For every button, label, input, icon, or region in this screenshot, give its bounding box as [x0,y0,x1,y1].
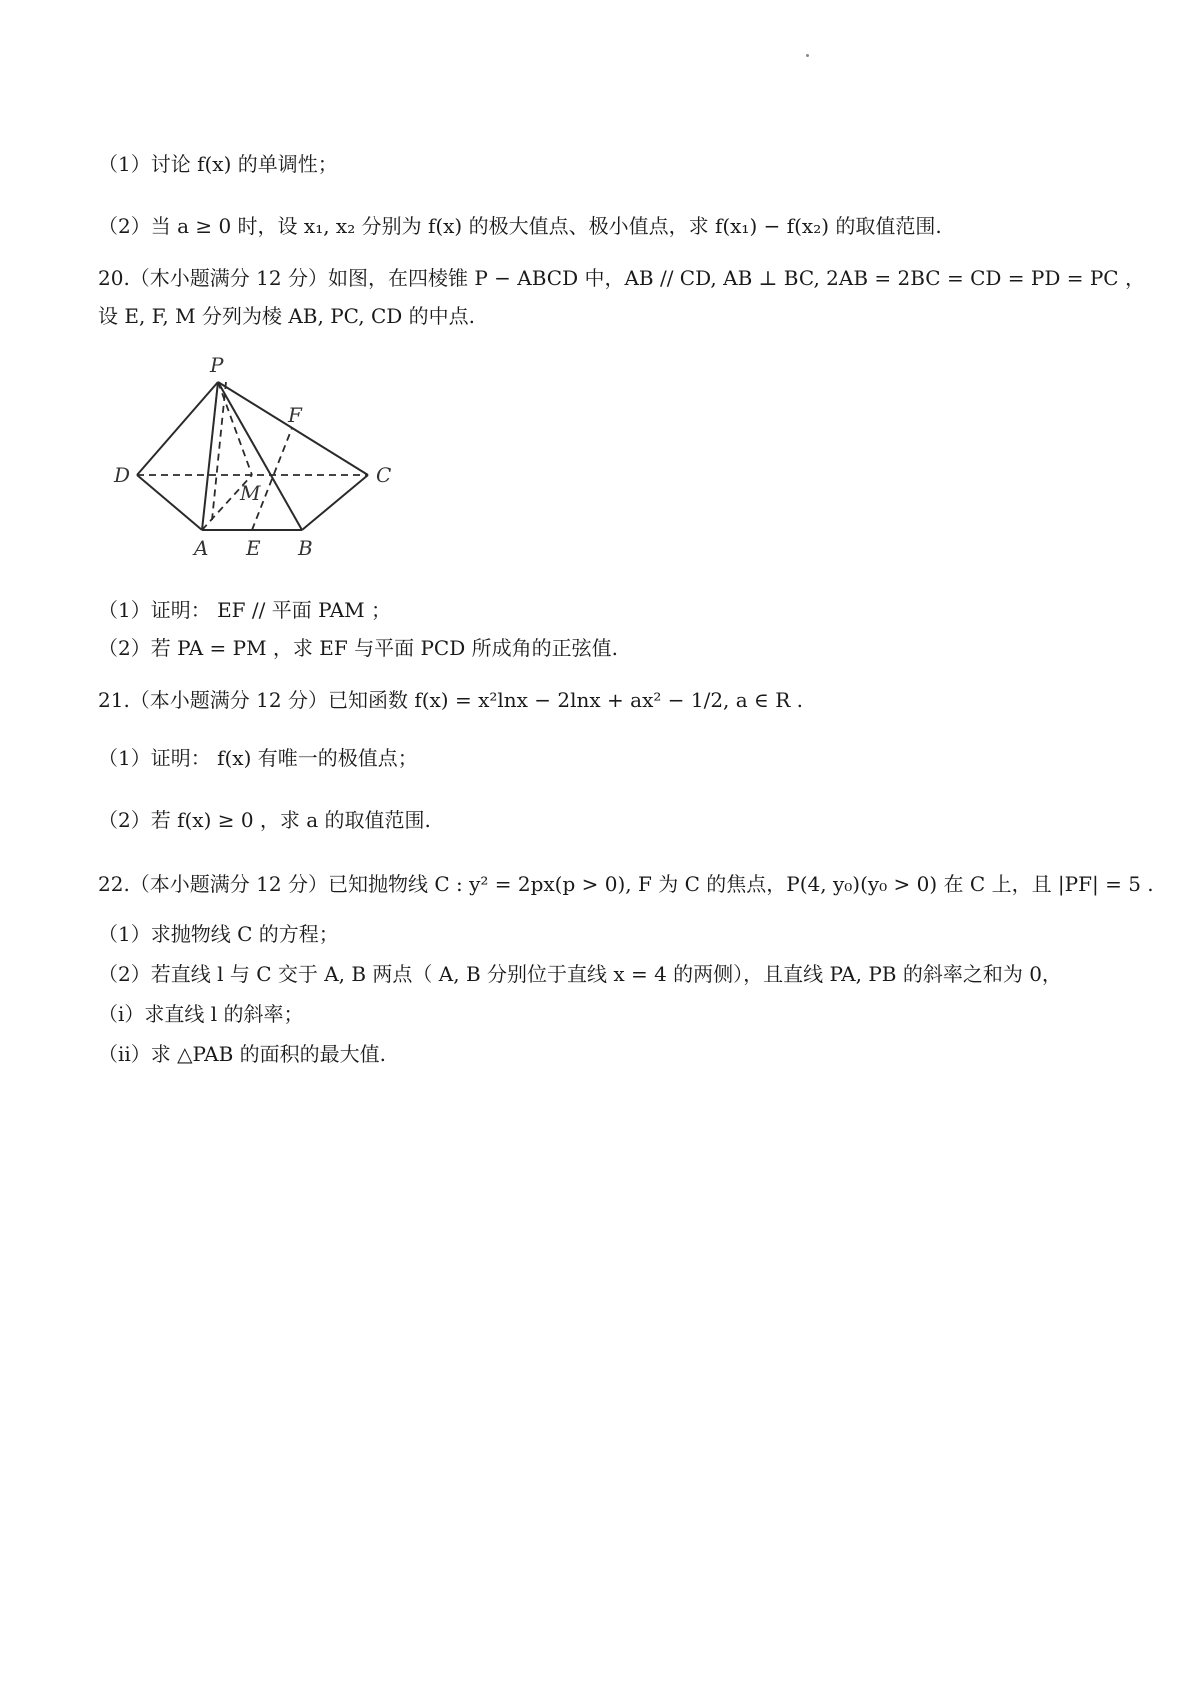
scan-speck [806,54,809,57]
label-F: F [288,403,302,427]
label-E: E [246,536,261,560]
label-D: D [114,463,131,487]
pyramid-figure [112,350,402,560]
q22-stem: 22.（本小题满分 12 分）已知抛物线 C : y² = 2px(p > 0), F 为 C 的焦点，P(4, y₀)(y₀ > 0) 在 C 上，且 |PF| = 5 . [98,872,1154,896]
q20-part2: （2）若 PA = PM ，求 EF 与平面 PCD 所成角的正弦值. [98,636,618,660]
q20-stem-cont: 设 E, F, M 分列为棱 AB, PC, CD 的中点. [98,304,476,328]
q19-part2: （2）当 a ≥ 0 时，设 x₁, x₂ 分别为 f(x) 的极大值点、极小值点，求 f(x₁) − f(x₂) 的取值范围. [98,214,942,238]
q21-part1: （1）证明： f(x) 有唯一的极值点； [98,746,418,770]
label-M: M [240,481,261,505]
label-P: P [210,353,224,377]
q22-part2-i: （ⅰ）求直线 l 的斜率； [98,1002,304,1026]
q19-part1: （1）讨论 f(x) 的单调性； [98,152,338,176]
label-B: B [298,536,313,560]
q20-part1: （1）证明： EF // 平面 PAM ； [98,598,392,622]
label-A: A [194,536,209,560]
q22-part2-ii: （ⅱ）求 △PAB 的面积的最大值. [98,1042,387,1066]
q22-part1: （1）求抛物线 C 的方程； [98,922,339,946]
q21-part2: （2）若 f(x) ≥ 0 ，求 a 的取值范围. [98,808,431,832]
q21-stem: 21.（本小题满分 12 分）已知函数 f(x) = x²lnx − 2lnx + ax² − 1/2, a ∈ R . [98,688,803,712]
q20-stem: 20.（木小题满分 12 分）如图，在四棱锥 P − ABCD 中，AB // CD, AB ⊥ BC, 2AB = 2BC = CD = PD = PC ， [98,266,1145,290]
q22-part2: （2）若直线 l 与 C 交于 A, B 两点（ A, B 分别位于直线 x = 4 的两侧），且直线 PA, PB 的斜率之和为 0， [98,962,1062,986]
label-C: C [376,463,392,487]
